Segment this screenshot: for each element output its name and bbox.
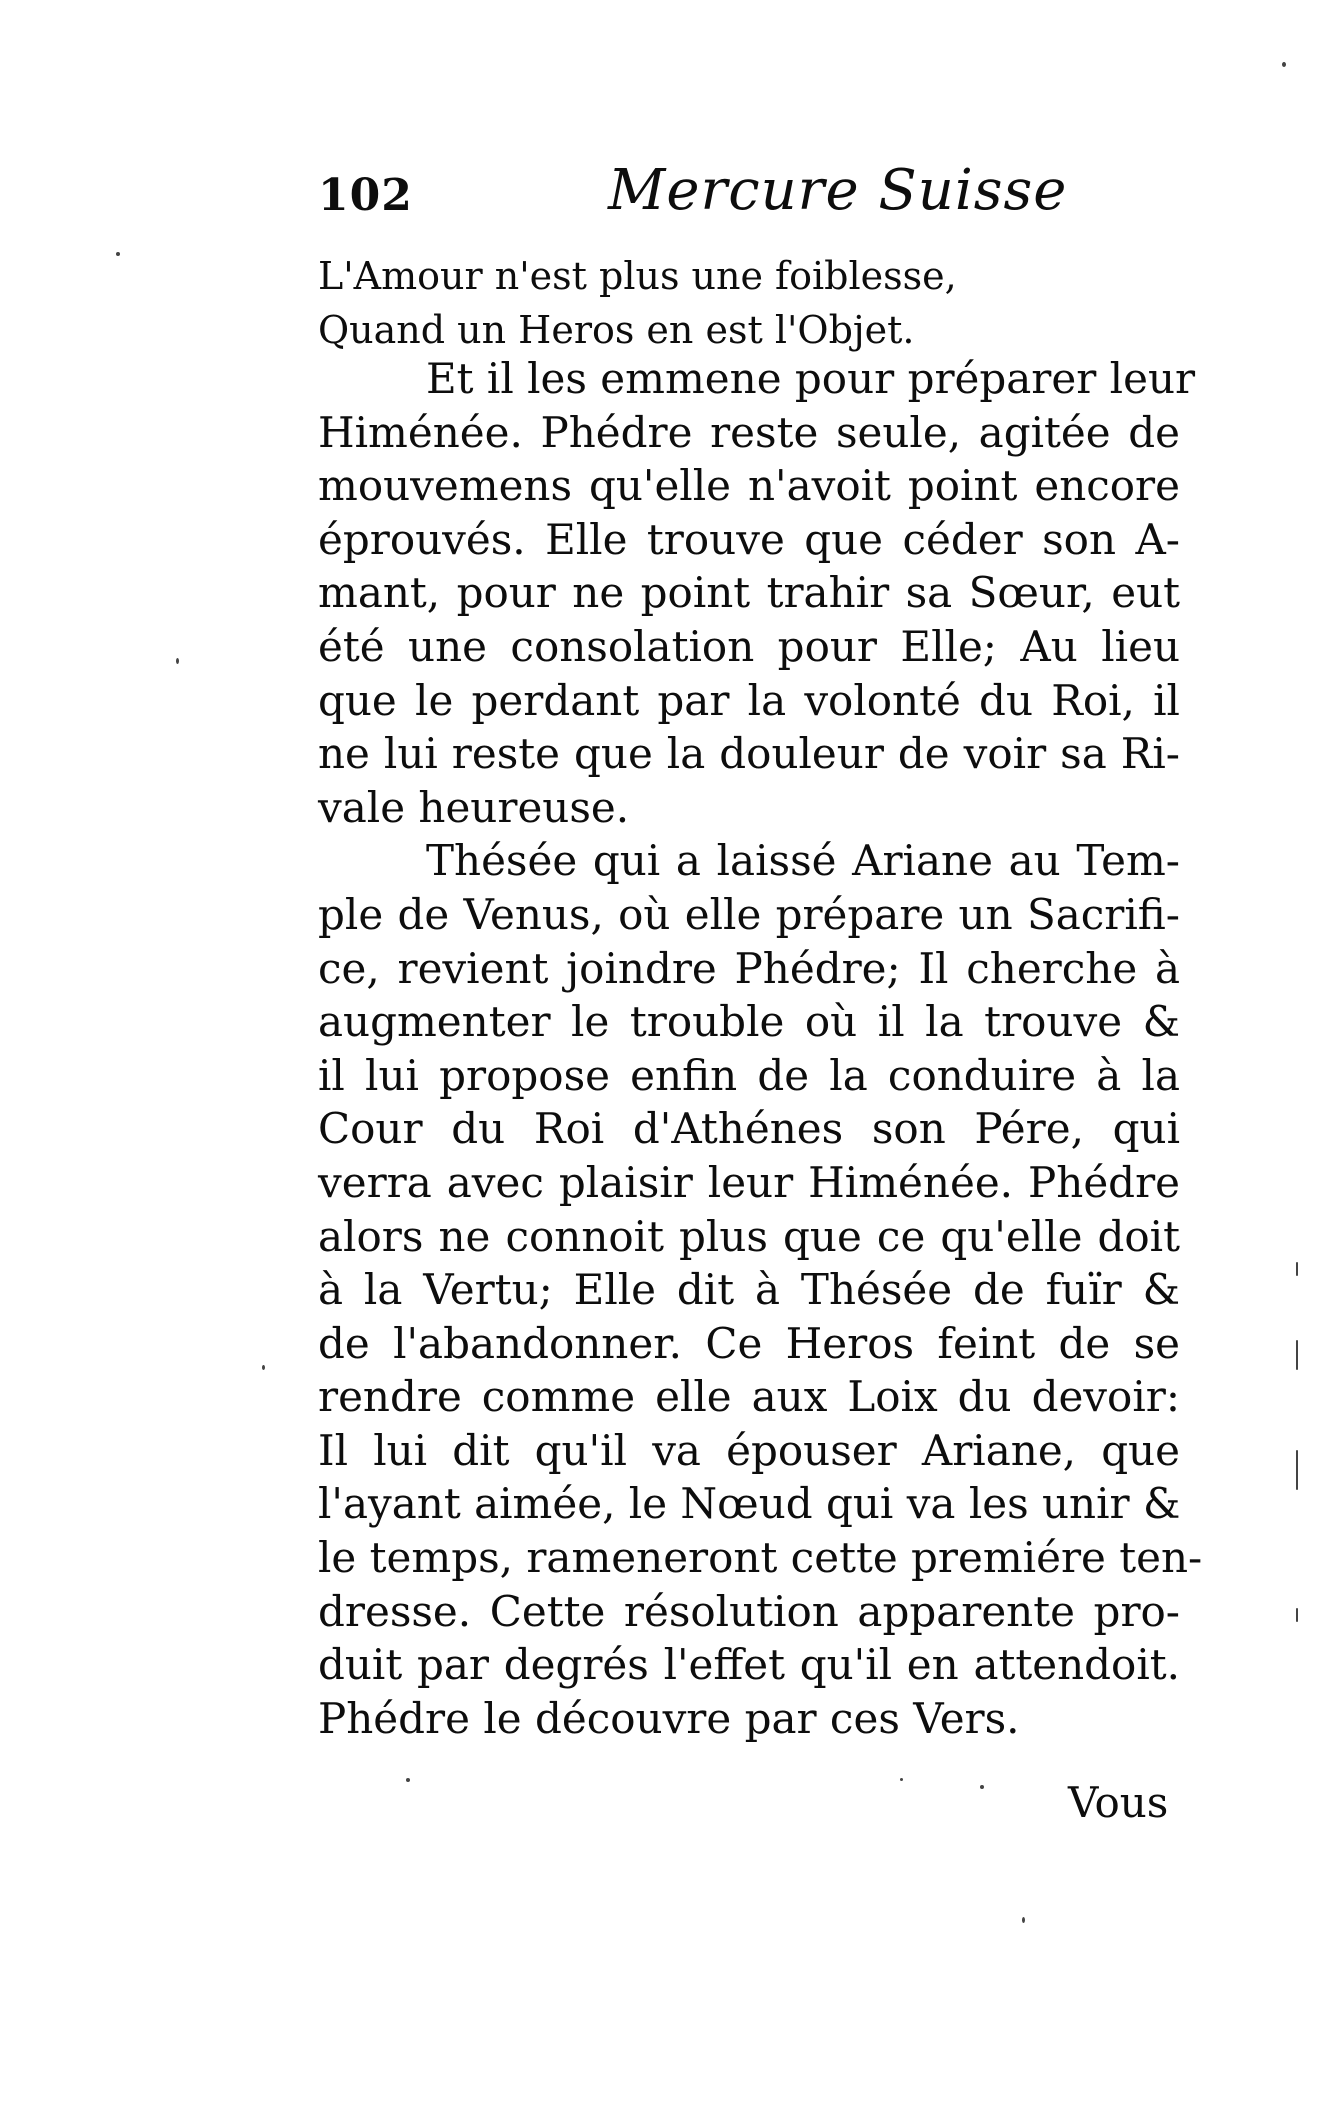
verse-line: L'Amour n'est plus une foiblesse, [318, 254, 957, 298]
text-line: mant, pour ne point trahir sa Sœur, eut [318, 568, 1180, 618]
running-head [318, 158, 1178, 228]
paragraph [318, 352, 1196, 834]
text-line: Phédre le découvre par ces Vers. [318, 1693, 1020, 1743]
scan-speck [1282, 62, 1286, 67]
scan-speck [1296, 1340, 1298, 1370]
text-line: l'ayant aimée, le Nœud qui va les unir & [318, 1479, 1181, 1529]
text-line: verra avec plaisir leur Himénée. Phédre [318, 1157, 1180, 1207]
text-line: Thésée qui a laissé Ariane au Tem- [426, 836, 1180, 886]
scan-speck [262, 1365, 265, 1370]
running-title: Mercure Suisse [608, 158, 1068, 223]
text-line: mouvemens qu'elle n'avoit point encore [318, 461, 1180, 511]
scan-speck [1296, 1608, 1298, 1622]
paragraph [318, 834, 1203, 1745]
text-line: Et il les emmene pour préparer leur [426, 354, 1196, 403]
catchword: Vous [1068, 1778, 1169, 1827]
scan-speck [406, 1778, 410, 1782]
scan-speck [176, 658, 179, 664]
text-line: éprouvés. Elle trouve que céder son A- [318, 514, 1180, 564]
text-line: dresse. Cette résolution apparente pro- [318, 1586, 1180, 1636]
text-line: été une consolation pour Elle; Au lieu [318, 621, 1180, 671]
verse-line: Quand un Heros en est l'Objet. [318, 307, 915, 352]
text-line: vale heureuse. [318, 782, 630, 832]
scan-speck [1296, 1262, 1298, 1276]
body-text [318, 352, 1203, 1745]
text-line: duit par degrés l'effet qu'il en attendoit. [318, 1640, 1180, 1690]
text-line: ne lui reste que la douleur de voir sa Ri- [318, 729, 1180, 779]
text-line: que le perdant par la volonté du Roi, il [318, 675, 1180, 725]
text-line: le temps, rameneront cette premiére ten- [318, 1533, 1203, 1583]
text-line: rendre comme elle aux Loix du devoir: [318, 1372, 1180, 1422]
text-line: ce, revient joindre Phédre; Il cherche à [318, 943, 1180, 993]
text-line: ple de Venus, où elle prépare un Sacrifi- [318, 889, 1180, 939]
scan-speck [116, 252, 120, 256]
text-line: Cour du Roi d'Athénes son Pére, qui [318, 1104, 1180, 1154]
scan-speck [1022, 1917, 1025, 1923]
scan-speck [1296, 1450, 1298, 1490]
scan-speck [900, 1778, 903, 1781]
verse-quotation [318, 250, 957, 357]
scan-speck [980, 1785, 984, 1789]
text-line: il lui propose enfin de la conduire à la [318, 1050, 1180, 1100]
text-line: à la Vertu; Elle dit à Thésée de fuïr & [318, 1265, 1180, 1315]
text-line: Il lui dit qu'il va épouser Ariane, que [318, 1425, 1180, 1475]
page-number: 102 [318, 170, 413, 221]
text-line: augmenter le trouble où il la trouve & [318, 997, 1180, 1047]
text-line: alors ne connoit plus que ce qu'elle doit [318, 1211, 1180, 1261]
text-line: Himénée. Phédre reste seule, agitée de [318, 407, 1180, 457]
text-line: de l'abandonner. Ce Heros feint de se [318, 1318, 1180, 1368]
